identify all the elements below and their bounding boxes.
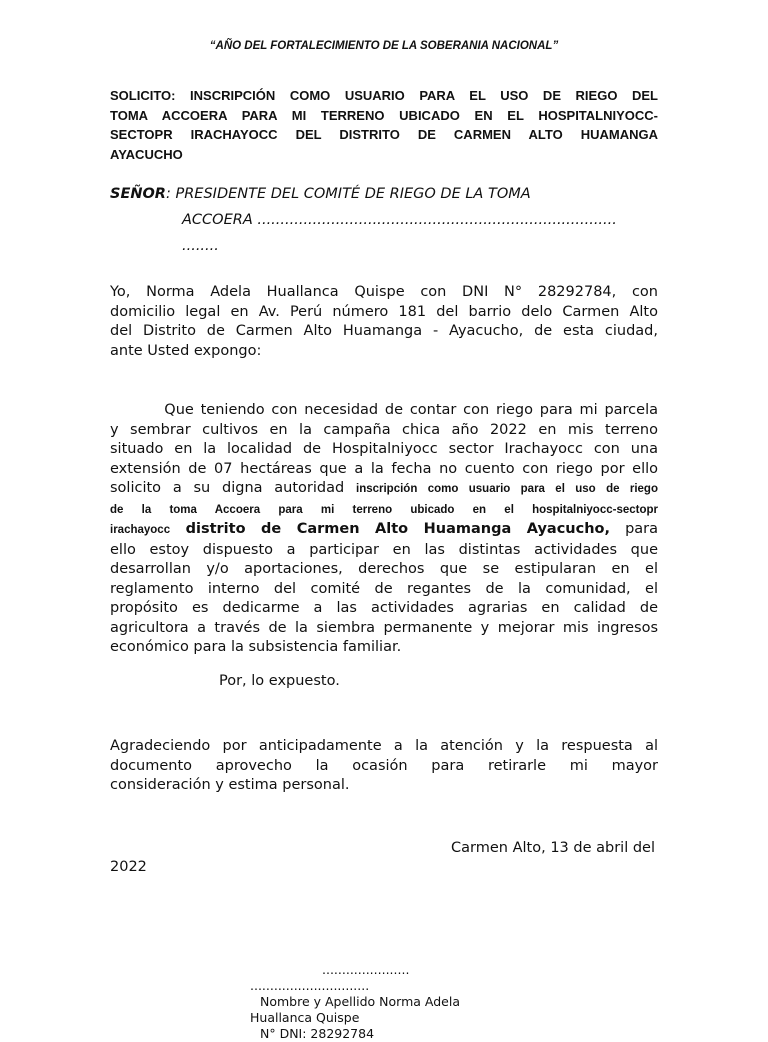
signature-name-line-1: Nombre y Apellido Norma Adela [260,994,460,1009]
subject-line-1: SOLICITO: INSCRIPCIÓN COMO USUARIO PARA EL USO DE RIEGO DEL [110,88,658,103]
request-subject [110,86,658,164]
signature-dots-2: .............................. [250,978,370,993]
date-line-2: 2022 [110,859,147,875]
subject-line-3: SECTOPR IRACHAYOCC DEL DISTRITO DE CARMEN ALTO HUAMANGA [110,127,658,142]
body-line-12: agricultora a través de la siembra permanente y mejorar mis ingresos [110,619,658,636]
date-line-1: Carmen Alto, 13 de abril del [451,840,655,856]
body-line-5-text: solicito a su digna autoridad [110,480,356,496]
body-line-7-text: para [610,521,659,537]
body-line-7 [110,520,658,541]
thanks-line-2: documento aprovecho la ocasión para retirarle mi mayor [110,757,658,774]
thanks-line-1: Agradeciendo por anticipadamente a la atención y la respuesta al [110,738,658,754]
thanks-line-3: consideración y estima personal. [110,777,350,793]
body-line-7-bold: distrito de Carmen Alto Huamanga Ayacucho, [170,521,611,537]
signature-name-line-2: Huallanca Quispe [250,1010,360,1025]
closing-phrase: Por, lo expuesto. [219,673,340,689]
body-line-8: ello estoy dispuesto a participar en las distintas actividades que [110,541,658,558]
body-line-13: económico para la subsistencia familiar. [110,639,402,655]
body-paragraph [110,401,658,658]
body-line-1: Que teniendo con necesidad de contar con riego para mi parcela [110,402,658,418]
addressee-label: SEÑOR [110,186,166,202]
intro-paragraph [110,283,658,361]
body-line-5-bold: inscripción como usuario para el uso de riego [356,483,658,495]
addressee-line-3: ........ [182,238,219,254]
intro-line-4: ante Usted expongo: [110,342,262,359]
intro-line-1: Yo, Norma Adela Huallanca Quispe con DNI N° 28292784, con [110,284,658,300]
body-line-11: propósito es dedicarme a las actividades agrarias en calidad de [110,600,658,616]
document-motto: “AÑO DEL FORTALECIMIENTO DE LA SOBERANIA NACIONAL” [209,40,559,52]
body-line-6-bold: de la toma Accoera para mi terreno ubicado en el hospitalniyocc-sectopr [110,503,658,516]
body-line-4: extensión de 07 hectáreas que a la fecha no cuento con riego por ello [110,460,658,477]
body-line-6 [110,500,658,521]
intro-line-2: domicilio legal en Av. Perú número 181 del barrio delo Carmen Alto [110,303,658,320]
addressee-line-2: ACCOERA .............................................................................. [182,212,617,228]
intro-line-3: del Distrito de Carmen Alto Huamanga - Ayacucho, de esta ciudad, [110,323,658,339]
body-line-2: y sembrar cultivos en la campaña chica año 2022 en mis terreno [110,421,658,438]
addressee-line-1: : PRESIDENTE DEL COMITÉ DE RIEGO DE LA TOMA [165,186,531,202]
signature-dni: N° DNI: 28292784 [260,1026,375,1041]
signature-dots-1: ...................... [322,962,410,977]
thanks-paragraph [110,737,658,796]
body-line-10: reglamento interno del comité de regantes de la comunidad, el [110,580,658,597]
body-line-3: situado en la localidad de Hospitalniyocc sector Irachayocc con una [110,441,658,457]
subject-line-2: TOMA ACCOERA PARA MI TERRENO UBICADO EN EL HOSPITALNIYOCC- [110,107,658,123]
addressee-block [110,181,670,259]
body-line-7-bold-small: irachayocc [110,524,171,536]
subject-line-4: AYACUCHO [110,146,183,162]
signature-block [250,962,510,1042]
body-line-5 [110,479,658,500]
body-line-9: desarrollan y/o aportaciones, derechos que se estipularan en el [110,561,658,577]
